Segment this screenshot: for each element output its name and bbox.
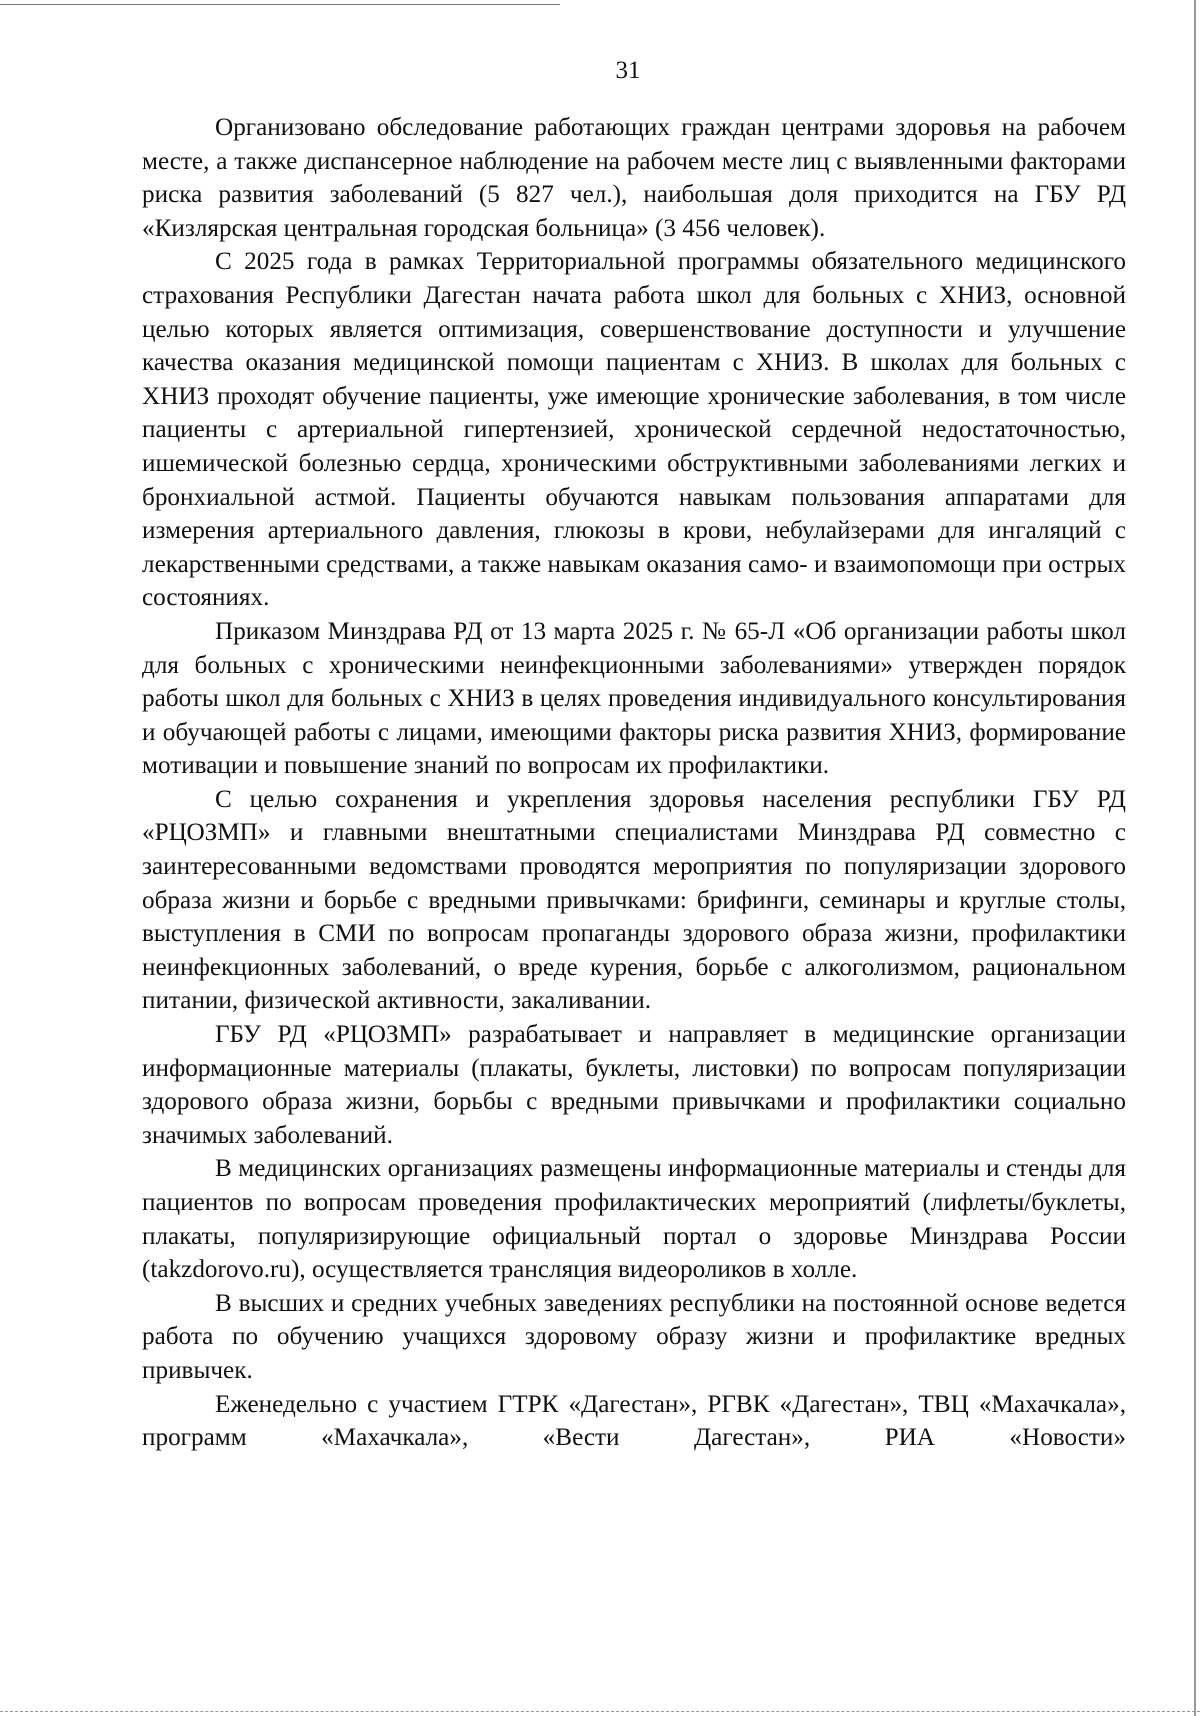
- paragraph-educational-institutions: В высших и средних учебных заведениях республики на постоянной основе ведется работа по обучению учащихся здоровому образу жизни и профилактике вредных привычек.: [142, 1289, 1126, 1384]
- paragraph-healthy-lifestyle-events: С целью сохранения и укрепления здоровья населения республики ГБУ РД «РЦОЗМП» и главными внештатными специалистами Минздрава РД совместно с заинтересованными ведомствами проводятся мероприятия по популяризации здорового образа жизни и борьбе с вредными привычками: брифинги, семинары и круглые столы, выступления в СМИ по вопросам пропаганды здорового образа жизни, профилактики неинфекционных заболеваний, о вреде курения, борьбе с алкоголизмом, рациональном питании, физической активности, закаливании.: [142, 785, 1126, 1015]
- page-number: 31: [615, 57, 641, 84]
- scan-edge-top: [0, 4, 560, 5]
- paragraph-health-centers: Организовано обследование работающих граждан центрами здоровья на рабочем месте, а также диспансерное наблюдение на рабочем месте лиц с выявленными факторами риска развития заболеваний (5 827 чел.), наибольшая доля приходится на ГБУ РД «Кизлярская центральная городская больница» (3 456 человек).: [142, 114, 1126, 242]
- scan-edge-bottom: [0, 1711, 1200, 1712]
- paragraph-hniz-schools: С 2025 года в рамках Территориальной программы обязательного медицинского страхования Республики Дагестан начата работа школ для больных с ХНИЗ, основной целью которых является оптимизация, совершенствование доступности и улучшение качества оказания медицинской помощи пациентам с ХНИЗ. В школах для больных с ХНИЗ проходят обучение пациенты, уже имеющие хронические заболевания, в том числе пациенты с артериальной гипертензией, хронической сердечной недостаточностью, ишемической болезнью сердца, хроническими обструктивными заболеваниями легких и бронхиальной астмой. Пациенты обучаются навыкам пользования аппаратами для измерения артериального давления, глюкозы в крови, небулайзерами для ингаляций с лекарственными средствами, а также навыкам оказания само- и взаимопомощи при острых состояниях.: [142, 248, 1126, 612]
- scan-edge-right: [1194, 0, 1196, 1716]
- paragraph-information-materials: ГБУ РД «РЦОЗМП» разрабатывает и направляет в медицинские организации информационные материалы (плакаты, буклеты, листовки) по вопросам популяризации здорового образа жизни, борьбы с вредными привычками и профилактики социально значимых заболеваний.: [142, 1021, 1126, 1149]
- paragraph-medical-organizations: В медицинских организациях размещены информационные материалы и стенды для пациентов по вопросам проведения профилактических мероприятий (лифлеты/буклеты, плакаты, популяризирующие официальный портал о здоровье Минздрава России (takzdorovo.ru), осуществляется трансляция видеороликов в холле.: [142, 1155, 1126, 1284]
- document-body: [142, 111, 1126, 1455]
- paragraph-ministry-order: Приказом Минздрава РД от 13 марта 2025 г. № 65-Л «Об организации работы школ для больных с хроническими неинфекционными заболеваниями» утвержден порядок работы школ для больных с ХНИЗ в целях проведения индивидуального консультирования и обучающей работы с лицами, имеющими факторы риска развития ХНИЗ, формирование мотивации и повышение знаний по вопросам их профилактики.: [142, 617, 1126, 780]
- paragraph-weekly-media: Еженедельно с участием ГТРК «Дагестан», РГВК «Дагестан», ТВЦ «Махачкала», программ «Махачкала», «Вести Дагестан», РИА «Новости»: [142, 1390, 1126, 1452]
